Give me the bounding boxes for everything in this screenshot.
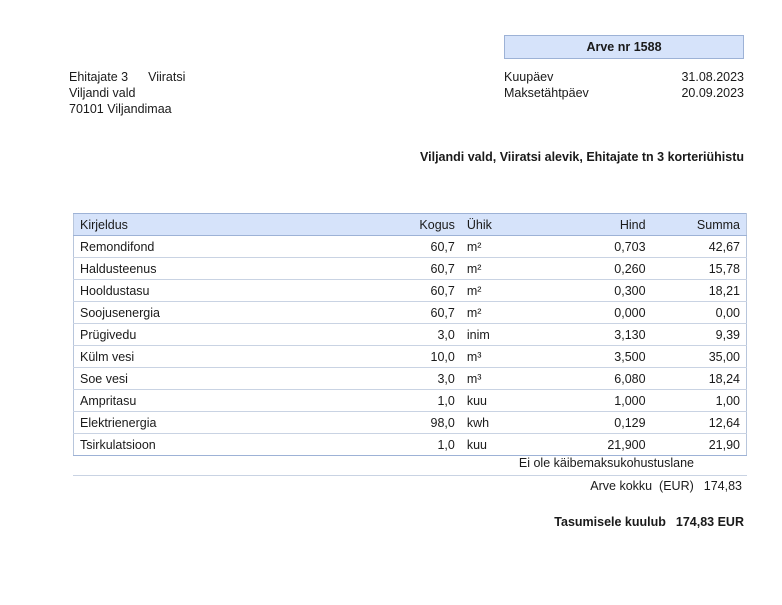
vat-note: Ei ole käibemaksukohustuslane xyxy=(518,456,694,470)
cell-price: 0,300 xyxy=(521,280,652,302)
cell-price: 1,000 xyxy=(521,390,652,412)
cell-unit: inim xyxy=(461,324,521,346)
invoice-total-label: Arve kokku (EUR) xyxy=(590,479,694,493)
cell-unit: m³ xyxy=(461,368,521,390)
invoice-total-row xyxy=(590,479,742,493)
cell-unit: kwh xyxy=(461,412,521,434)
cell-unit: m² xyxy=(461,302,521,324)
cell-sum: 1,00 xyxy=(652,390,747,412)
cell-description: Haldusteenus xyxy=(74,258,391,280)
table-header-row xyxy=(74,214,747,236)
table-row xyxy=(74,346,747,368)
cell-description: Tsirkulatsioon xyxy=(74,434,391,456)
table-row xyxy=(74,434,747,456)
cell-unit: kuu xyxy=(461,434,521,456)
cell-price: 0,000 xyxy=(521,302,652,324)
cell-description: Soojusenergia xyxy=(74,302,391,324)
table-row xyxy=(74,412,747,434)
recipient-municipality: Viljandi vald xyxy=(69,86,136,100)
col-header-description: Kirjeldus xyxy=(74,214,391,236)
col-header-quantity: Kogus xyxy=(391,214,461,236)
cell-price: 21,900 xyxy=(521,434,652,456)
cell-price: 3,130 xyxy=(521,324,652,346)
cell-quantity: 3,0 xyxy=(391,324,461,346)
cell-description: Remondifond xyxy=(74,236,391,258)
cell-sum: 18,21 xyxy=(652,280,747,302)
table-row xyxy=(74,258,747,280)
cell-description: Prügivedu xyxy=(74,324,391,346)
cell-quantity: 10,0 xyxy=(391,346,461,368)
cell-quantity: 1,0 xyxy=(391,434,461,456)
table-row xyxy=(74,236,747,258)
table-row xyxy=(74,324,747,346)
cell-unit: m² xyxy=(461,236,521,258)
cell-price: 0,260 xyxy=(521,258,652,280)
payable-row xyxy=(554,515,744,529)
cell-price: 0,129 xyxy=(521,412,652,434)
cell-unit: m² xyxy=(461,258,521,280)
cell-quantity: 60,7 xyxy=(391,258,461,280)
cell-quantity: 60,7 xyxy=(391,302,461,324)
payee-name: Viljandi vald, Viiratsi alevik, Ehitajate tn 3 korteriühistu xyxy=(420,150,744,164)
cell-price: 0,703 xyxy=(521,236,652,258)
cell-quantity: 60,7 xyxy=(391,280,461,302)
invoice-date-value: 31.08.2023 xyxy=(681,70,744,84)
cell-unit: kuu xyxy=(461,390,521,412)
invoice-items-table xyxy=(73,213,747,456)
invoice-number-header: Arve nr 1588 xyxy=(504,35,744,59)
cell-sum: 21,90 xyxy=(652,434,747,456)
cell-quantity: 60,7 xyxy=(391,236,461,258)
cell-sum: 42,67 xyxy=(652,236,747,258)
table-row xyxy=(74,280,747,302)
cell-unit: m² xyxy=(461,280,521,302)
cell-sum: 35,00 xyxy=(652,346,747,368)
recipient-village: Viiratsi xyxy=(148,70,186,84)
cell-sum: 0,00 xyxy=(652,302,747,324)
payable-label: Tasumisele kuulub xyxy=(554,515,666,529)
table-row xyxy=(74,368,747,390)
cell-unit: m³ xyxy=(461,346,521,368)
recipient-street: Ehitajate 3 xyxy=(69,70,129,84)
table-row xyxy=(74,390,747,412)
cell-description: Ampritasu xyxy=(74,390,391,412)
cell-description: Hooldustasu xyxy=(74,280,391,302)
cell-description: Külm vesi xyxy=(74,346,391,368)
cell-sum: 12,64 xyxy=(652,412,747,434)
col-header-unit: Ühik xyxy=(461,214,521,236)
cell-quantity: 98,0 xyxy=(391,412,461,434)
cell-sum: 15,78 xyxy=(652,258,747,280)
cell-quantity: 1,0 xyxy=(391,390,461,412)
recipient-postal: 70101 Viljandimaa xyxy=(69,102,172,116)
cell-description: Soe vesi xyxy=(74,368,391,390)
cell-description: Elektrienergia xyxy=(74,412,391,434)
table-row xyxy=(74,302,747,324)
invoice-total-value: 174,83 xyxy=(703,479,742,493)
col-header-price: Hind xyxy=(521,214,652,236)
cell-price: 6,080 xyxy=(521,368,652,390)
cell-sum: 9,39 xyxy=(652,324,747,346)
cell-quantity: 3,0 xyxy=(391,368,461,390)
invoice-date-label: Kuupäev xyxy=(504,70,554,84)
recipient-address xyxy=(69,69,185,117)
cell-sum: 18,24 xyxy=(652,368,747,390)
due-date-value: 20.09.2023 xyxy=(681,86,744,100)
summary-divider xyxy=(73,475,747,476)
col-header-sum: Summa xyxy=(652,214,747,236)
cell-price: 3,500 xyxy=(521,346,652,368)
payable-value: 174,83 EUR xyxy=(675,515,744,529)
due-date-label: Maksetähtpäev xyxy=(504,86,589,100)
